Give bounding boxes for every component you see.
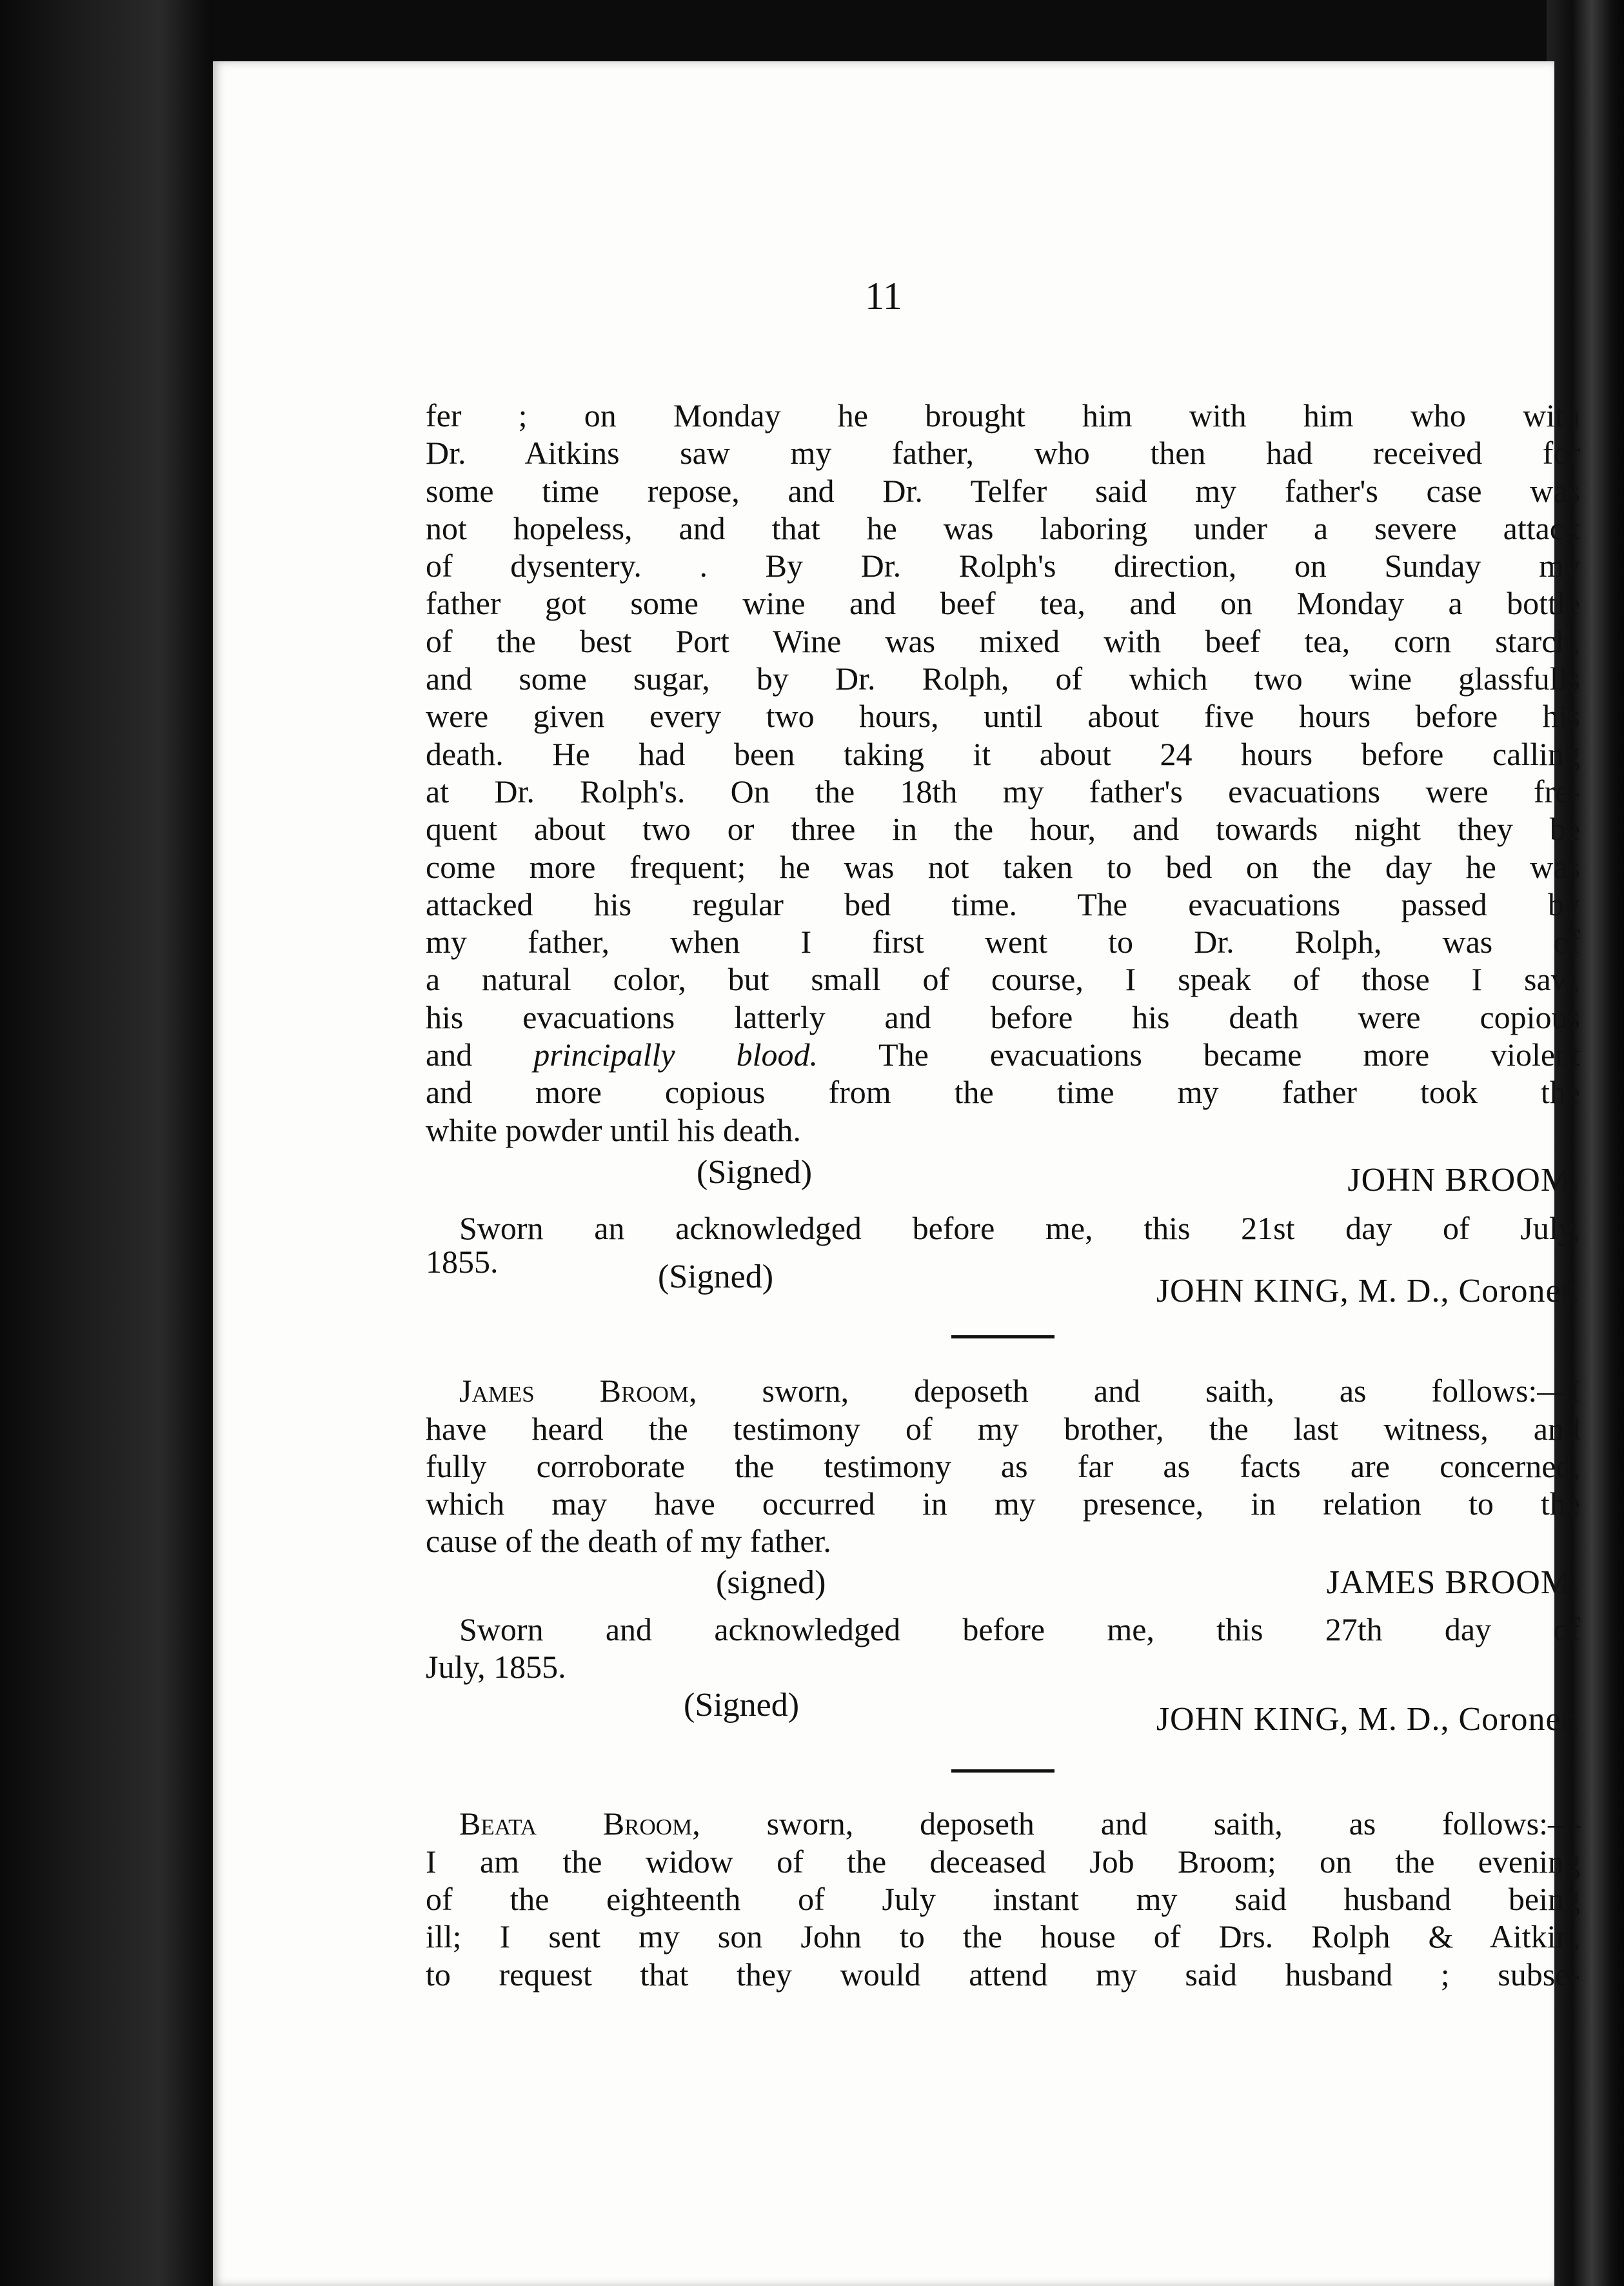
text-segment: The evacuations became more violent [817, 1037, 1580, 1073]
page-number: 11 [865, 275, 902, 317]
sworn-statement: Sworn an acknowledged before me, this 21st day of July, [459, 1209, 1580, 1246]
text-line [426, 1372, 1580, 1409]
text-line: fully corroborate the testimony as far as facts are concerned, [426, 1447, 1580, 1484]
testimony-john-broom [426, 397, 1580, 1308]
text-line: of the best Port Wine was mixed with beef tea, corn starch, [426, 622, 1580, 659]
coroner-row [426, 1685, 1580, 1737]
sworn-statement: Sworn and acknowledged before me, this 27th day of [459, 1611, 1580, 1647]
text-line: come more frequent; he was not taken to bed on the day he was [426, 848, 1580, 885]
text-line: father got some wine and beef tea, and on Monday a bottle [426, 585, 1580, 622]
text-segment: sworn, deposeth and saith, as follows:— [700, 1805, 1580, 1842]
coroner-name: JOHN KING, M. D., Coroner. [1156, 1701, 1580, 1738]
text-line: which may have occurred in my presence, in relation to the [426, 1486, 1580, 1522]
signer-name: JAMES BROOM. [1326, 1564, 1580, 1601]
text-line: and some sugar, by Dr. Rolph, of which two wine glassfulls [426, 661, 1580, 697]
text-line: attacked his regular bed time. The evacuations passed by [426, 886, 1580, 922]
signature-row [426, 1564, 1580, 1611]
signed-label: (signed) [716, 1564, 826, 1601]
coroner-row [426, 1244, 1580, 1310]
witness-name: Beata Broom, [459, 1805, 700, 1842]
page-text [426, 397, 1580, 1993]
text-line: white powder until his death. [426, 1111, 801, 1148]
text-line: my father, when I first went to Dr. Rolph, was of [426, 924, 1580, 960]
text-segment: sworn, deposeth and saith, as follows:—I [697, 1373, 1580, 1409]
testimony-james-broom [426, 1372, 1580, 1737]
text-line: cause of the death of my father. [426, 1523, 831, 1560]
section-divider [951, 1335, 1055, 1338]
text-line: Dr. Aitkins saw my father, who then had received for [426, 435, 1580, 472]
signature-row [426, 1154, 1580, 1206]
text-line: fer ; on Monday he brought him with him who with [426, 397, 1580, 433]
text-line: to request that they would attend my said husband ; subse- [426, 1956, 1580, 1993]
section-divider [951, 1769, 1055, 1773]
text-line: his evacuations latterly and before his death were copious [426, 999, 1580, 1035]
witness-name: James Broom, [459, 1373, 697, 1409]
text-line: some time repose, and Dr. Telfer said my father's case was [426, 472, 1580, 509]
text-segment: and [426, 1037, 534, 1073]
text-line [426, 1805, 1580, 1842]
text-line: a natural color, but small of course, I speak of those I saw, [426, 961, 1580, 998]
signer-name: JOHN BROOM. [1347, 1161, 1580, 1198]
testimony-beata-broom [426, 1805, 1580, 1993]
sworn-year: 1855. [426, 1244, 499, 1280]
coroner-name: JOHN KING, M. D., Coroner. [1156, 1273, 1580, 1310]
sworn-date: July, 1855. [426, 1649, 566, 1685]
left-page-shadow [0, 0, 213, 2286]
text-line: I am the widow of the deceased Job Broom; on the evening [426, 1843, 1580, 1880]
text-line: and more copious from the time my father took the [426, 1074, 1580, 1111]
text-line [426, 1036, 1580, 1073]
text-line: were given every two hours, until about five hours before his [426, 698, 1580, 735]
text-line: not hopeless, and that he was laboring under a severe attack [426, 510, 1580, 546]
coroner-signed-label: (Signed) [684, 1687, 800, 1724]
text-line: death. He had been taking it about 24 hours before calling [426, 735, 1580, 772]
text-line: of the eighteenth of July instant my said husband being [426, 1880, 1580, 1917]
text-line: of dysentery. . By Dr. Rolph's direction, on Sunday my [426, 548, 1580, 584]
coroner-signed-label: (Signed) [658, 1258, 774, 1296]
text-line: ill; I sent my son John to the house of Drs. Rolph & Aitkin, [426, 1918, 1580, 1955]
italic-emphasis: principally blood. [533, 1037, 818, 1073]
text-line: quent about two or three in the hour, and towards night they be [426, 811, 1580, 848]
text-line: at Dr. Rolph's. On the 18th my father's evacuations were fre- [426, 773, 1580, 810]
document-page [213, 61, 1580, 2286]
text-line: have heard the testimony of my brother, the last witness, and [426, 1410, 1580, 1447]
signed-label: (Signed) [697, 1153, 813, 1191]
